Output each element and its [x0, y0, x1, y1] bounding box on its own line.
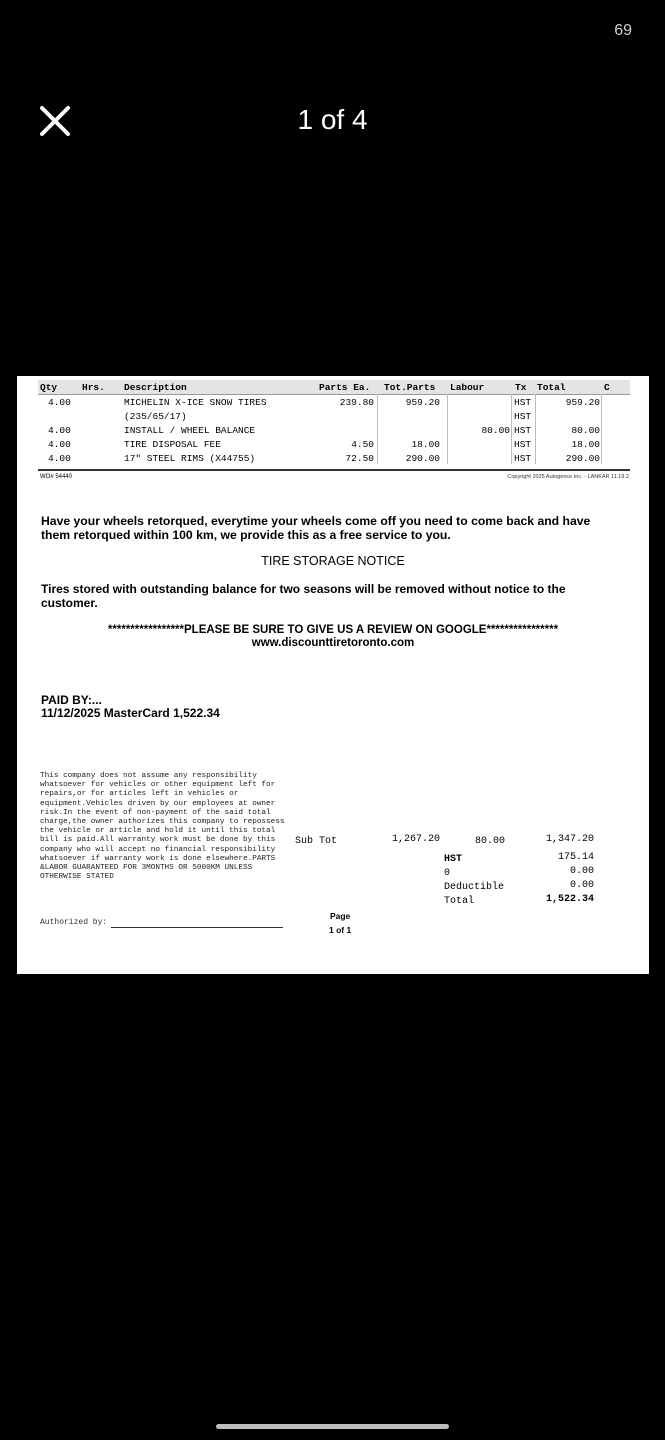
cell-tot-parts: 290.00 — [405, 453, 440, 464]
hst-value: 175.14 — [557, 852, 594, 863]
table-footer-rule — [38, 469, 630, 471]
cell-tx: HST — [514, 397, 532, 408]
col-total: Total — [537, 382, 566, 393]
table-row — [38, 409, 630, 423]
payment-block — [41, 694, 220, 720]
home-indicator[interactable] — [216, 1424, 449, 1429]
cell-desc: (235/65/17) — [124, 411, 187, 422]
disclaimer-text: This company does not assume any responsibility whatsoever for vehicles or other equipment left for repairs,or for articles left in vehicles or equipment.Vehicles driven by our employees at owner risk.In the event of non-payment of the said total charge,the owner authorizes this company to repossess the vehicle or article and hold it until this total bill is paid.All warranty work must be done by this company who will accept no financial responsibility whatsoever if warranty work is done elsewhere.PARTS &LABOR GUARANTEED FOR 3MONTHS OR 5000KM UNLESS OTHERWISE STATED — [40, 772, 285, 882]
review-block — [17, 624, 649, 650]
page-value: 1 of 1 — [329, 925, 352, 935]
storage-notice-body: Tires stored with outstanding balance for two seasons will be removed without notice to the customer. — [41, 582, 566, 610]
cell-desc: TIRE DISPOSAL FEE — [124, 439, 221, 450]
col-description: Description — [124, 382, 187, 393]
work-order-number: WO# 54440 — [40, 474, 73, 480]
copyright-text: Copyright 2025 Autogence Inc. - LANKAR 11.19.2 — [507, 474, 629, 480]
invoice-document[interactable] — [17, 376, 649, 974]
cell-parts-ea: 4.50 — [351, 439, 374, 450]
col-hrs: Hrs. — [82, 382, 105, 393]
signature-line — [111, 927, 283, 928]
col-parts-ea: Parts Ea. — [319, 382, 371, 393]
cell-tx: HST — [514, 439, 532, 450]
status-number: 69 — [614, 22, 632, 39]
cell-qty: 4.00 — [48, 453, 71, 464]
authorized-label: Authorized by: — [40, 918, 108, 927]
cell-tot-parts: 959.20 — [405, 397, 440, 408]
cell-parts-ea: 239.80 — [339, 397, 374, 408]
col-c: C — [604, 382, 610, 393]
deductible-label: Deductible — [444, 882, 505, 893]
cell-tx: HST — [514, 453, 532, 464]
cell-total: 18.00 — [571, 439, 600, 450]
cell-labour: 80.00 — [481, 425, 510, 436]
table-row — [38, 423, 630, 437]
subtotal-label: Sub Tot — [295, 836, 338, 847]
cell-desc: INSTALL / WHEEL BALANCE — [124, 425, 256, 436]
cell-total: 80.00 — [571, 425, 600, 436]
subtotal-labour: 80.00 — [474, 836, 505, 847]
retorque-notice: Have your wheels retorqued, everytime your wheels come off you need to come back and have them retorqued within 100 km, we provide this as a free service to you. — [41, 514, 591, 542]
cell-desc: MICHELIN X-ICE SNOW TIRES — [124, 397, 267, 408]
cell-total: 959.20 — [565, 397, 600, 408]
cell-tx: HST — [514, 425, 532, 436]
subtotal-parts: 1,267.20 — [391, 834, 440, 845]
subtotal-total: 1,347.20 — [545, 834, 594, 845]
page-counter: 1 of 4 — [297, 104, 368, 135]
col-tx: Tx — [515, 382, 527, 393]
paid-by-label: PAID BY:... — [41, 693, 102, 707]
website-link: www.discounttiretoronto.com — [251, 637, 415, 649]
col-labour: Labour — [450, 382, 485, 393]
cell-qty: 4.00 — [48, 397, 71, 408]
cell-tx: HST — [514, 411, 532, 422]
deductible-value: 0.00 — [569, 880, 594, 891]
cell-tot-parts: 18.00 — [411, 439, 440, 450]
cell-desc: 17" STEEL RIMS (X44755) — [124, 453, 256, 464]
cell-qty: 4.00 — [48, 439, 71, 450]
table-header — [38, 380, 630, 395]
zero-value: 0.00 — [569, 866, 594, 877]
invoice-table — [38, 380, 630, 465]
table-row — [38, 437, 630, 451]
cell-parts-ea: 72.50 — [345, 453, 374, 464]
hst-label: HST — [444, 854, 463, 865]
total-value: 1,522.34 — [545, 894, 594, 905]
col-tot-parts: Tot.Parts — [384, 382, 436, 393]
table-row — [38, 395, 630, 409]
total-label: Total — [444, 896, 475, 907]
cell-qty: 4.00 — [48, 425, 71, 436]
page-label: Page — [329, 911, 351, 921]
col-qty: Qty — [40, 382, 58, 393]
review-request: *****************PLEASE BE SURE TO GIVE US A REVIEW ON GOOGLE**************** — [107, 624, 559, 636]
table-row — [38, 451, 630, 465]
page-indicator — [329, 909, 351, 937]
payment-details: 11/12/2025 MasterCard 1,522.34 — [41, 706, 220, 720]
storage-notice-title: TIRE STORAGE NOTICE — [261, 554, 405, 568]
zero-label: 0 — [444, 868, 451, 879]
cell-total: 290.00 — [565, 453, 600, 464]
